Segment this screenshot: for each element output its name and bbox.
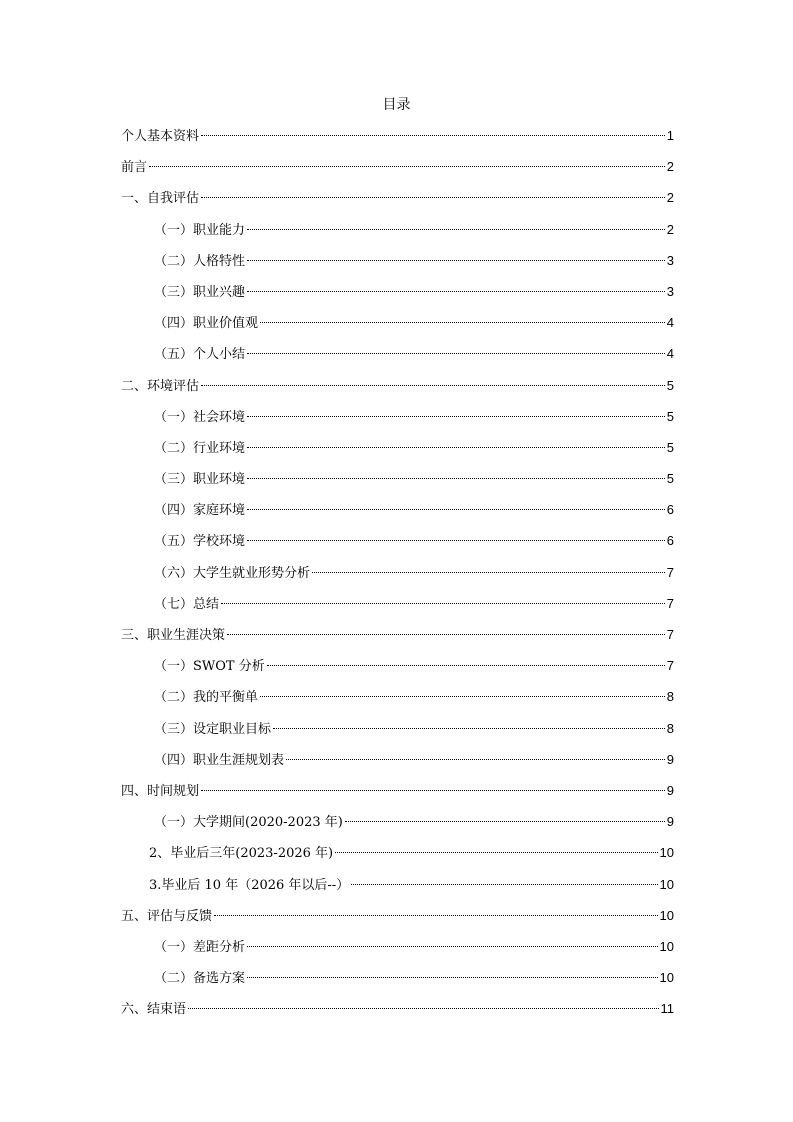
dot-leader xyxy=(221,603,665,604)
toc-entry[interactable] xyxy=(121,592,674,623)
toc-entry-label: 一、自我评估 xyxy=(121,191,200,207)
toc-entry[interactable] xyxy=(121,810,674,841)
toc-entry[interactable] xyxy=(121,311,674,342)
toc-entry-page-number: 2 xyxy=(666,221,674,237)
toc-entry[interactable] xyxy=(121,436,674,467)
toc-entry[interactable] xyxy=(121,779,674,810)
toc-entry[interactable] xyxy=(121,717,674,748)
toc-entry-label: （三）职业兴趣 xyxy=(154,284,246,300)
dot-leader xyxy=(247,260,665,261)
toc-entry[interactable] xyxy=(121,155,674,186)
toc-entry[interactable] xyxy=(121,405,674,436)
dot-leader xyxy=(247,540,665,541)
toc-entry-label: （二）我的平衡单 xyxy=(154,690,259,706)
dot-leader xyxy=(201,197,665,198)
toc-entry-label: （一）大学期间(2020-2023 年) xyxy=(154,815,343,831)
dot-leader xyxy=(149,166,665,167)
dot-leader xyxy=(286,759,665,760)
toc-entry-label: （二）备选方案 xyxy=(154,971,246,987)
dot-leader xyxy=(345,821,665,822)
toc-entry-page-number: 6 xyxy=(666,533,674,549)
toc-entry-label: （五）学校环境 xyxy=(154,534,246,550)
dot-leader xyxy=(260,696,665,697)
toc-entry-page-number: 4 xyxy=(666,346,674,362)
toc-entry-page-number: 10 xyxy=(659,876,674,892)
toc-entry[interactable] xyxy=(121,997,674,1028)
toc-entry[interactable] xyxy=(121,748,674,779)
toc-entry-page-number: 3 xyxy=(666,252,674,268)
dot-leader xyxy=(247,353,665,354)
toc-entry-label: 二、环境评估 xyxy=(121,378,200,394)
toc-title: 目录 xyxy=(382,97,411,113)
toc-entry[interactable] xyxy=(121,561,674,592)
toc-entry-page-number: 5 xyxy=(666,439,674,455)
toc-entry[interactable] xyxy=(121,904,674,935)
toc-entry-label: 前言 xyxy=(121,160,148,176)
dot-leader xyxy=(335,852,657,853)
dot-leader xyxy=(201,790,665,791)
toc-entry-label: （七）总结 xyxy=(154,596,220,612)
dot-leader xyxy=(201,135,665,136)
toc-entry[interactable] xyxy=(121,685,674,716)
toc-entry[interactable] xyxy=(121,498,674,529)
dot-leader xyxy=(351,884,657,885)
table-of-contents xyxy=(121,124,674,1028)
toc-entry-page-number: 7 xyxy=(666,564,674,580)
toc-entry-page-number: 8 xyxy=(666,689,674,705)
toc-entry-page-number: 10 xyxy=(659,938,674,954)
toc-entry-label: 五、评估与反馈 xyxy=(121,908,213,924)
toc-entry-page-number: 1 xyxy=(666,128,674,143)
toc-entry[interactable] xyxy=(121,374,674,405)
toc-entry[interactable] xyxy=(121,124,674,155)
toc-entry-label: 三、职业生涯决策 xyxy=(121,628,226,643)
dot-leader xyxy=(260,322,665,323)
toc-entry-label: 六、结束语 xyxy=(121,1002,187,1018)
toc-entry-page-number: 5 xyxy=(666,377,674,393)
toc-entry[interactable] xyxy=(121,467,674,498)
dot-leader xyxy=(227,634,665,635)
dot-leader xyxy=(214,915,658,916)
toc-entry-label: （二）行业环境 xyxy=(154,440,246,456)
toc-entry-page-number: 10 xyxy=(659,907,674,923)
toc-entry[interactable] xyxy=(121,280,674,311)
toc-entry-label: （五）个人小结 xyxy=(154,347,246,363)
dot-leader xyxy=(247,291,665,292)
toc-entry[interactable] xyxy=(121,623,674,654)
dot-leader xyxy=(247,977,658,978)
toc-entry[interactable] xyxy=(121,966,674,997)
toc-entry-label: （六）大学生就业形势分析 xyxy=(154,565,311,581)
toc-entry-label: （三）职业环境 xyxy=(154,472,246,488)
toc-entry-page-number: 5 xyxy=(666,408,674,424)
toc-entry-page-number: 6 xyxy=(666,502,674,518)
toc-entry-page-number: 3 xyxy=(666,283,674,299)
toc-entry-page-number: 4 xyxy=(666,315,674,331)
toc-entry-label: 2、毕业后三年(2023-2026 年) xyxy=(149,846,334,862)
toc-entry-page-number: 5 xyxy=(666,471,674,487)
toc-entry-page-number: 11 xyxy=(660,1001,674,1017)
toc-entry-page-number: 2 xyxy=(666,190,674,206)
toc-entry-label: （四）职业价值观 xyxy=(154,316,259,332)
dot-leader xyxy=(247,509,665,510)
toc-entry-page-number: 2 xyxy=(666,159,674,175)
toc-entry-label: （一）SWOT 分析 xyxy=(154,659,265,675)
toc-entry-label: 3.毕业后 10 年（2026 年以后--） xyxy=(149,877,350,893)
toc-entry[interactable] xyxy=(121,935,674,966)
toc-entry[interactable] xyxy=(121,186,674,217)
toc-entry-label: （一）社会环境 xyxy=(154,409,246,425)
dot-leader xyxy=(188,1008,658,1009)
toc-entry-label: （一）差距分析 xyxy=(154,939,246,955)
toc-entry[interactable] xyxy=(121,249,674,280)
toc-entry[interactable] xyxy=(121,841,674,872)
dot-leader xyxy=(201,385,665,386)
toc-entry-label: （四）职业生涯规划表 xyxy=(154,752,285,768)
toc-entry-label: 个人基本资料 xyxy=(121,129,200,144)
dot-leader xyxy=(247,946,658,947)
toc-entry-page-number: 10 xyxy=(659,970,674,986)
toc-entry-label: （一）职业能力 xyxy=(154,222,246,238)
toc-entry[interactable] xyxy=(121,342,674,373)
toc-entry-label: 四、时间规划 xyxy=(121,783,200,799)
toc-entry[interactable] xyxy=(121,654,674,685)
toc-entry-page-number: 7 xyxy=(666,627,674,642)
dot-leader xyxy=(247,229,665,230)
toc-entry-page-number: 8 xyxy=(666,720,674,736)
toc-entry-page-number: 9 xyxy=(666,782,674,798)
toc-entry[interactable] xyxy=(121,529,674,560)
toc-entry-label: （三）设定职业目标 xyxy=(154,721,272,737)
dot-leader xyxy=(247,416,665,417)
toc-entry-page-number: 10 xyxy=(659,845,674,861)
toc-entry-page-number: 7 xyxy=(666,595,674,611)
toc-entry-page-number: 9 xyxy=(666,814,674,830)
toc-entry-page-number: 7 xyxy=(666,658,674,674)
toc-entry[interactable] xyxy=(121,218,674,249)
dot-leader xyxy=(247,447,665,448)
dot-leader xyxy=(267,665,665,666)
toc-entry-label: （四）家庭环境 xyxy=(154,503,246,519)
toc-entry-label: （二）人格特性 xyxy=(154,253,246,269)
toc-entry[interactable] xyxy=(121,873,674,904)
toc-entry-page-number: 9 xyxy=(666,751,674,767)
dot-leader xyxy=(247,478,665,479)
dot-leader xyxy=(273,728,665,729)
dot-leader xyxy=(312,572,665,573)
